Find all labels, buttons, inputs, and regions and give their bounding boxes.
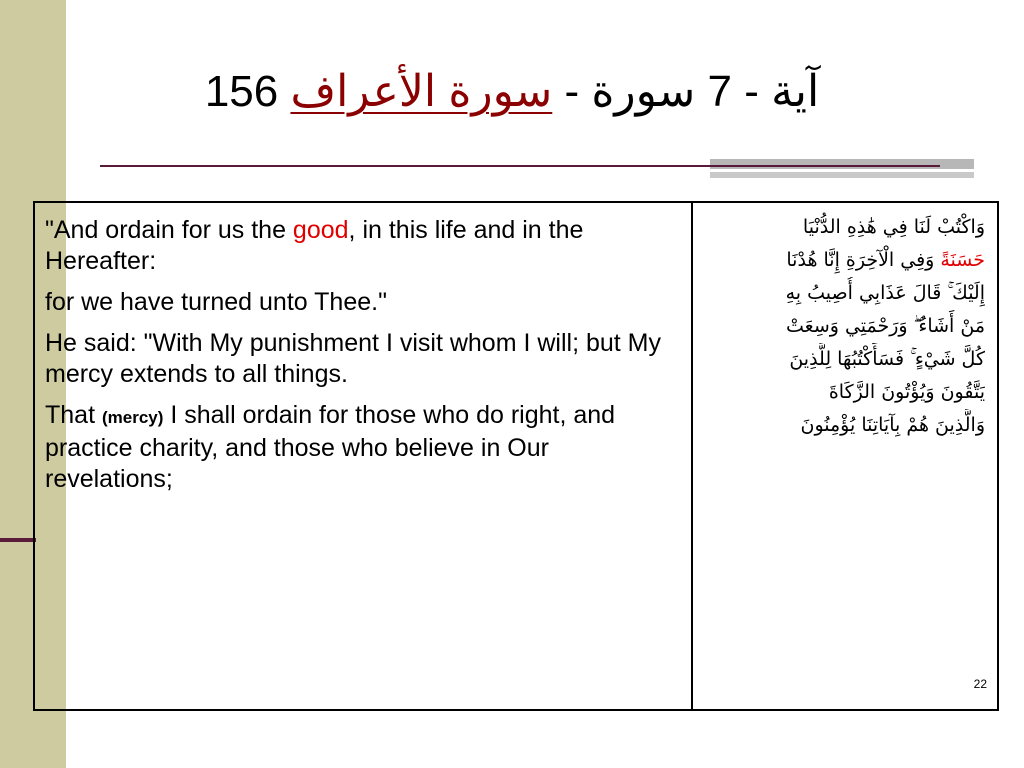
english-text: That xyxy=(45,401,102,429)
english-paragraph-3: He said: "With My punishment I visit whom I will; but My mercy extends to all things. xyxy=(45,329,661,388)
english-paragraph-2: for we have turned unto Thee." xyxy=(45,288,387,316)
highlight-hasanah: حَسَنَةً xyxy=(940,249,985,271)
english-translation-cell xyxy=(35,203,693,709)
arabic-text: وَفِي الْآخِرَةِ إِنَّا هُدْنَا xyxy=(786,249,941,271)
arabic-line-6: يَتَّقُونَ وَيُؤْتُونَ الزَّكَاةَ xyxy=(828,381,985,403)
surah-link[interactable]: سورة الأعراف xyxy=(290,67,553,116)
page-number: 22 xyxy=(973,677,987,691)
arabic-line-3: إِلَيْكَ ۚ قَالَ عَذَابِي أُصِيبُ بِهِ xyxy=(785,282,985,304)
arabic-verse-cell xyxy=(693,203,997,709)
mercy-note: (mercy) xyxy=(101,408,164,427)
side-accent-rule xyxy=(0,538,36,542)
highlight-good: good xyxy=(292,216,349,244)
english-paragraph-4 xyxy=(45,400,681,495)
arabic-line-1: وَاكْتُبْ لَنَا فِي هَٰذِهِ الدُّنْيَا xyxy=(802,216,985,238)
arabic-line-7: وَالَّذِينَ هُمْ بِآيَاتِنَا يُؤْمِنُونَ xyxy=(800,414,985,436)
arabic-line-5: كُلَّ شَيْءٍ ۚ فَسَأَكْتُبُهَا لِلَّذِينَ xyxy=(789,348,985,370)
title-rule xyxy=(100,165,940,167)
english-text: , in this life and in the Hereafter: xyxy=(45,216,584,275)
english-text: "And ordain for us the xyxy=(45,216,293,244)
arabic-line-4: مَنْ أَشَاءُ ۖ وَرَحْمَتِي وَسِعَتْ xyxy=(786,315,985,337)
english-text: I shall ordain for those who do right, and practice charity, and those who believe in Our revelations; xyxy=(45,401,616,493)
verse-table xyxy=(33,201,999,711)
english-paragraph-1 xyxy=(45,215,681,277)
title-prefix: 156 آية - 7 سورة - xyxy=(204,67,820,116)
title-rule-gray xyxy=(710,159,974,169)
slide-title xyxy=(120,62,904,122)
arabic-line-2 xyxy=(705,244,985,277)
title-rule-gray-lower xyxy=(710,172,974,178)
